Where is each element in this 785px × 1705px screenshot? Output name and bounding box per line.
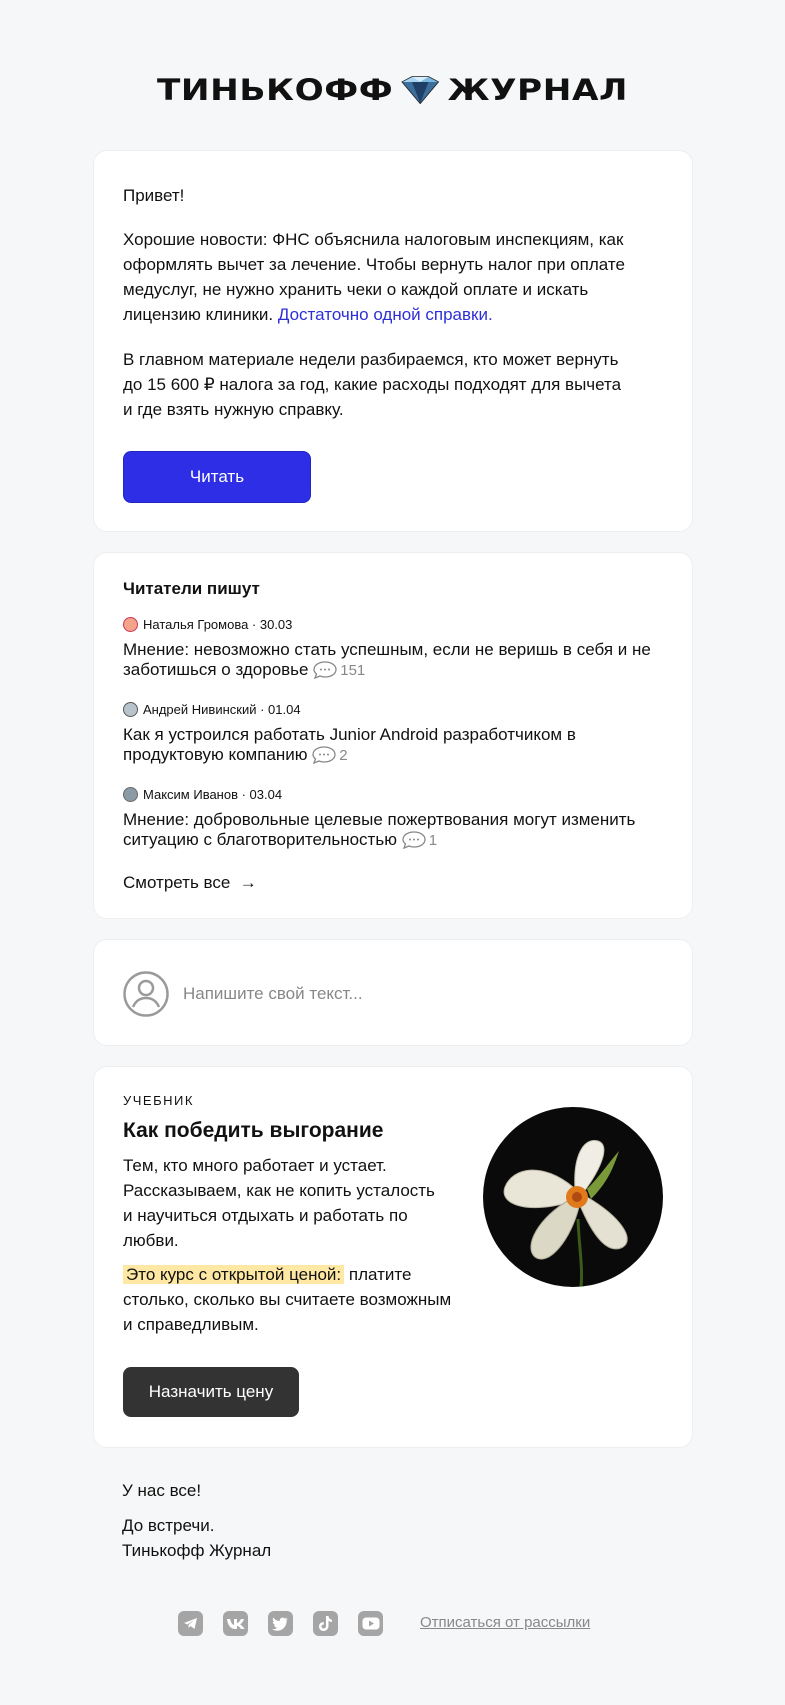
diamond-icon: [398, 76, 443, 104]
see-all-label: Смотреть все: [123, 873, 231, 892]
outro-line-1: У нас все!: [122, 1481, 202, 1500]
course-kicker: УЧЕБНИК: [123, 1093, 194, 1108]
reader-author: Наталья Громова · 30.03: [143, 617, 293, 632]
intro-card: [93, 150, 693, 532]
read-button[interactable]: Читать: [123, 451, 311, 503]
comment-icon: [402, 831, 426, 849]
readers-card: [93, 552, 693, 919]
certificate-link[interactable]: Достаточно одной справки.: [277, 305, 493, 324]
avatar: [123, 702, 138, 717]
twitter-icon[interactable]: [268, 1611, 293, 1636]
comment-icon: [313, 661, 337, 679]
tiktok-icon[interactable]: [313, 1611, 338, 1636]
intro-paragraph-1: [123, 227, 643, 327]
course-price-note: [123, 1262, 453, 1337]
vk-icon[interactable]: [223, 1611, 248, 1636]
highlight: Это курс с открытой ценой:: [123, 1265, 344, 1284]
telegram-icon[interactable]: [178, 1611, 203, 1636]
intro-paragraph-2: В главном материале недели разбираемся, кто может вернуть до 15 600 ₽ налога за год, какие расходы подходят для вычета и где взять нужную справку.: [123, 350, 622, 419]
reader-meta: [123, 617, 653, 632]
avatar: [123, 617, 138, 632]
reader-post-title-text: Как я устроился работать Junior Android разработчиком в продуктовую компанию: [123, 725, 576, 764]
intro-paragraph-1-text: Хорошие новости: ФНС объяснила налоговым инспекциям, как оформлять вычет за лечение. Чтобы вернуть налог при оплате медуслуг, не нужно хранить чеки о каждой оплате и искать лицензию клиники.: [123, 230, 625, 324]
flower-image: [483, 1107, 663, 1287]
arrow-right-icon: →: [239, 873, 257, 892]
reader-item[interactable]: [123, 702, 653, 766]
comment-count: 2: [312, 747, 347, 764]
comment-count: 151: [313, 662, 365, 679]
avatar: [123, 787, 138, 802]
course-card: [93, 1066, 693, 1448]
compose-card[interactable]: [93, 939, 693, 1046]
reader-post-title-text: Мнение: невозможно стать успешным, если не веришь в себя и не заботишься о здоровье: [123, 640, 651, 679]
logo-text-right: ЖУРНАЛ: [447, 73, 629, 107]
reader-author: Максим Иванов · 03.04: [143, 787, 283, 802]
reader-post-title[interactable]: [123, 640, 653, 681]
reader-post-title-text: Мнение: добровольные целевые пожертвования могут изменить ситуацию с благотворительностью: [123, 810, 636, 849]
youtube-icon[interactable]: [358, 1611, 383, 1636]
set-price-button[interactable]: Назначить цену: [123, 1367, 299, 1417]
readers-title: Читатели пишут: [123, 579, 260, 598]
comment-count: 1: [402, 832, 437, 849]
course-title[interactable]: Как победить выгорание: [123, 1119, 384, 1142]
reader-author: Андрей Нивинский · 01.04: [143, 702, 301, 717]
outro-signature: Тинькофф Журнал: [122, 1541, 272, 1560]
comment-icon: [312, 746, 336, 764]
see-all-link[interactable]: [123, 873, 257, 893]
outro-line-2: До встречи.: [122, 1516, 215, 1535]
reader-item[interactable]: [123, 617, 653, 681]
greeting: Привет!: [123, 186, 185, 205]
reader-meta: [123, 787, 663, 802]
unsubscribe-link[interactable]: Отписаться от рассылки: [420, 1614, 591, 1631]
reader-post-title[interactable]: [123, 725, 653, 766]
reader-meta: [123, 702, 653, 717]
course-price-note-text: платите столько, сколько вы считаете возможным и справедливым.: [123, 1265, 452, 1334]
logo-text-left: ТИНЬКОФФ: [156, 73, 394, 107]
user-avatar-icon: [123, 971, 169, 1022]
compose-input[interactable]: Напишите свой текст...: [183, 984, 363, 1003]
reader-post-title[interactable]: [123, 810, 663, 851]
logo: [0, 70, 785, 110]
course-description: Тем, кто много работает и устает. Рассказываем, как не копить усталость и научиться отдыхать и работать по любви.: [123, 1156, 435, 1250]
reader-item[interactable]: [123, 787, 663, 851]
